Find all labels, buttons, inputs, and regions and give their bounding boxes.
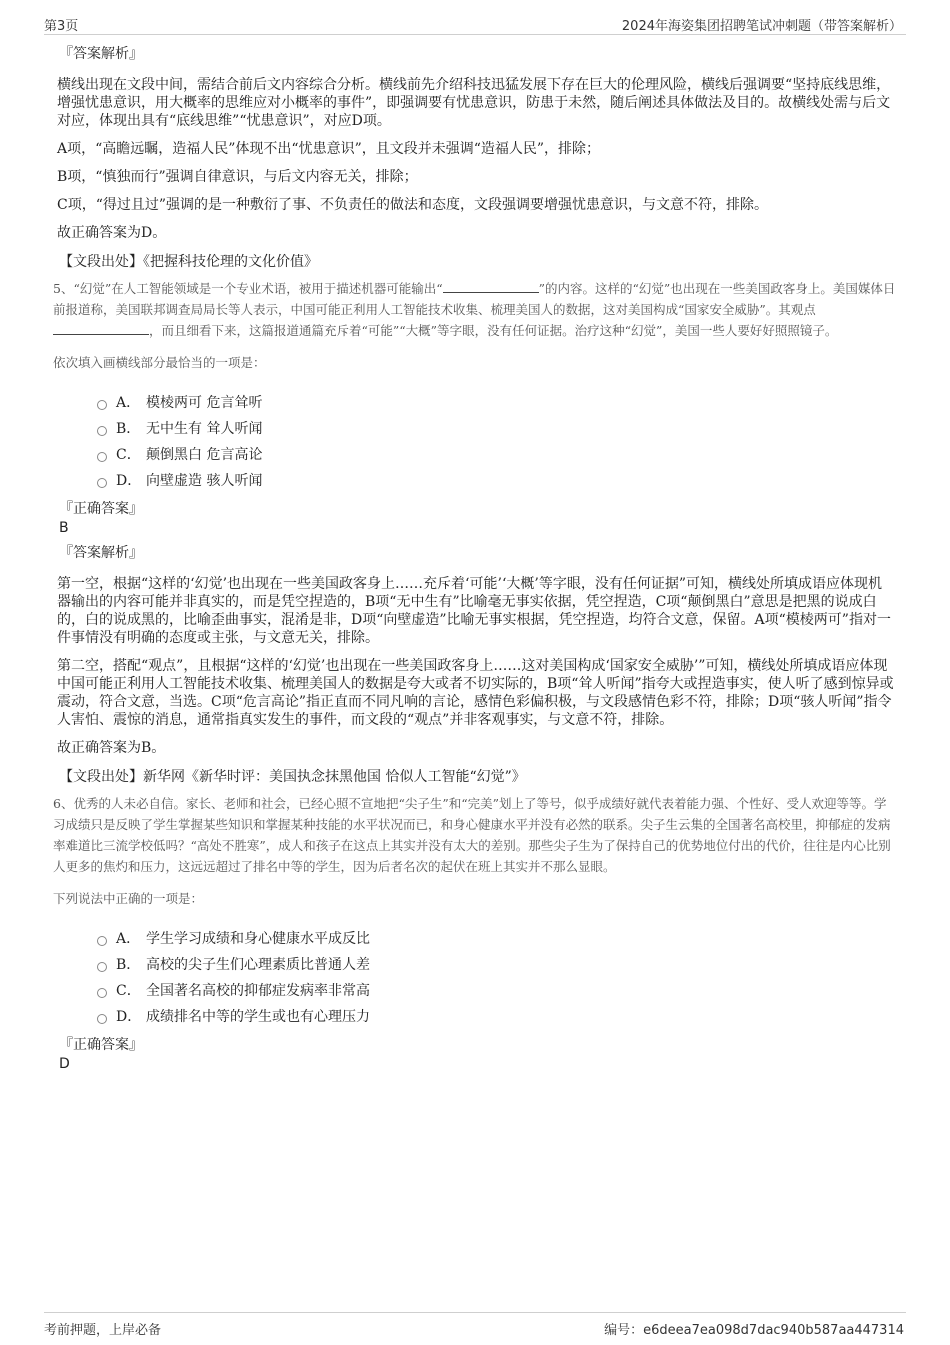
q5-source: 【文段出处】新华网《新华时评：美国执念抹黑他国 恰似人工智能“幻觉”》	[59, 769, 526, 785]
code-value: e6deea7ea098d7dac940b587aa447314	[643, 1323, 904, 1338]
radio-button[interactable]	[97, 452, 107, 462]
q5-blank-2	[53, 323, 149, 335]
q5-answer-tag: 『正确答案』	[59, 501, 143, 517]
radio-button[interactable]	[97, 426, 107, 436]
option-letter: C．	[116, 983, 141, 999]
q4-source: 【文段出处】《把握科技伦理的文化价值》	[59, 254, 318, 270]
radio-button[interactable]	[97, 962, 107, 972]
radio-button[interactable]	[97, 400, 107, 410]
document-title: 2024年海姿集团招聘笔试冲刺题（带答案解析）	[621, 19, 902, 34]
q5-stem-part: ”的内容。这样的“幻觉”也出现在一些美国政客身上。美国媒体日前报道称，美国联邦调查局局长等人表示，中国可能正利用人工智能技术收集、梳理美国人的数据，这对美国构成“国家安全威胁”。其观点	[53, 281, 896, 317]
q4-analysis-paragraph: C项，“得过且过”强调的是一种敷衍了事、不负责任的做法和态度，文段强调要增强忧患意识，与文意不符，排除。	[57, 197, 769, 213]
option-text: 成绩排名中等的学生或也有心理压力	[146, 1009, 370, 1025]
code-label: 编号：	[604, 1323, 644, 1338]
q6-options	[97, 925, 895, 1029]
q5-conclusion: 故正确答案为B。	[57, 740, 166, 756]
q6-option-a[interactable]	[97, 925, 895, 951]
option-text: 向壁虚造 骇人听闻	[146, 473, 263, 489]
q6-option-b[interactable]	[97, 951, 895, 977]
page-header	[44, 14, 906, 35]
q5-analysis-paragraph: 第二空，搭配“观点”，且根据“这样的‘幻觉’也出现在一些美国政客身上……这对美国构成‘国家安全威胁’”可知，横线处所填成语应体现中国可能正利用人工智能技术收集、梳理美国人的数据是夸大或者不切实际的，B项“耸人听闻”指夸大或捏造事实，使人听了感到惊异或震动，符合文意，当选。C项“危言高论”指正直而不同凡响的言论，感情色彩偏积极，与文段感情色彩不符，排除；D项“骇人听闻”指令人害怕、震惊的消息，通常指真实发生的事件，而文段的“观点”并非客观事实，与文意不符，排除。	[57, 658, 894, 728]
q5-analysis-tag: 『答案解析』	[59, 545, 143, 561]
q4-analysis-paragraph: A项，“高瞻远瞩，造福人民”体现不出“忧患意识”，且文段并未强调“造福人民”，排除；	[57, 141, 601, 157]
q5-option-c[interactable]	[97, 441, 895, 467]
option-letter: D．	[116, 473, 142, 489]
option-text: 高校的尖子生们心理素质比普通人差	[146, 957, 370, 973]
page-footer	[44, 1312, 906, 1339]
q5-answer: B	[59, 520, 69, 536]
option-text: 无中生有 耸人听闻	[146, 421, 263, 437]
q6-prompt: 下列说法中正确的一项是：	[53, 891, 204, 906]
option-text: 颠倒黑白 危言高论	[146, 447, 263, 463]
page-number: 第3页	[44, 19, 79, 34]
option-letter: B．	[116, 421, 141, 437]
q5-option-b[interactable]	[97, 415, 895, 441]
option-letter: A．	[116, 395, 141, 411]
q5-blank-1	[443, 281, 539, 293]
q5-option-a[interactable]	[97, 389, 895, 415]
option-letter: D．	[116, 1009, 142, 1025]
q4-analysis-paragraph: B项，“慎独而行”强调自律意识，与后文内容无关，排除；	[57, 169, 418, 185]
q5-stem-part: 5、“幻觉”在人工智能领域是一个专业术语，被用于描述机器可能输出“	[53, 281, 443, 296]
q6-stem: 6、优秀的人未必自信。家长、老师和社会，已经心照不宣地把“尖子生”和“完美”划上了等号，似乎成绩好就代表着能力强、个性好、受人欢迎等等。学习成绩只是反映了学生掌握某些知识和掌握某种技能的水平状况而已，和身心健康水平并没有必然的联系。尖子生云集的全国著名高校里，抑郁症的发病率难道比三流学校低吗？“高处不胜寒”，成人和孩子在这点上其实并没有太大的差别。那些尖子生为了保持自己的优势地位付出的代价，往往是内心比别人更多的焦灼和压力，这远远超过了排名中等的学生，因为后者名次的起伏在班上其实并不那么显眼。	[53, 796, 891, 874]
option-text: 全国著名高校的抑郁症发病率非常高	[146, 983, 370, 999]
radio-button[interactable]	[97, 1014, 107, 1024]
q6-option-c[interactable]	[97, 977, 895, 1003]
q4-analysis-tag: 『答案解析』	[59, 46, 143, 62]
q6-option-d[interactable]	[97, 1003, 895, 1029]
document-code	[604, 1319, 904, 1338]
q6-answer-tag: 『正确答案』	[59, 1037, 143, 1053]
option-text: 学生学习成绩和身心健康水平成反比	[146, 931, 370, 947]
radio-button[interactable]	[97, 988, 107, 998]
option-text: 模棱两可 危言耸听	[146, 395, 263, 411]
q5-stem	[53, 278, 899, 341]
q4-analysis-paragraph: 横线出现在文段中间，需结合前后文内容综合分析。横线前先介绍科技迅猛发展下存在巨大的伦理风险，横线后强调要“坚持底线思维，增强忧患意识，用大概率的思维应对小概率的事件”，即强调要有忧患意识，防患于未然，随后阐述具体做法及目的。故横线处需与后文对应，体现出具有“底线思维”“忧患意识”，对应D项。	[57, 77, 891, 129]
radio-button[interactable]	[97, 936, 107, 946]
option-letter: B．	[116, 957, 141, 973]
q5-stem-part: ，而且细看下来，这篇报道通篇充斥着“可能”“大概”等字眼，没有任何证据。治疗这种“幻觉”，美国一些人要好好照照镜子。	[149, 323, 838, 338]
q5-options	[97, 389, 895, 493]
q4-conclusion: 故正确答案为D。	[57, 225, 167, 241]
footer-slogan: 考前押题，上岸必备	[44, 1323, 162, 1338]
q5-prompt: 依次填入画横线部分最恰当的一项是：	[53, 355, 266, 370]
option-letter: A．	[116, 931, 141, 947]
q5-analysis-paragraph: 第一空，根据“这样的‘幻觉’也出现在一些美国政客身上……充斥着‘可能’‘大概’等字眼，没有任何证据”可知，横线处所填成语应体现机器输出的内容可能并非真实的，而是凭空捏造的，B项“无中生有”比喻毫无事实依据，凭空捏造，C项“颠倒黑白”意思是把黑的说成白的，白的说成黑的，比喻歪曲事实，混淆是非，D项“向壁虚造”比喻无事实根据，凭空捏造，均符合文意，保留。A项“模棱两可”指对一件事情没有明确的态度或主张，与文意无关，排除。	[57, 576, 891, 646]
document-body	[53, 44, 896, 1079]
q6-answer: D	[59, 1056, 70, 1072]
q5-option-d[interactable]	[97, 467, 895, 493]
option-letter: C．	[116, 447, 141, 463]
radio-button[interactable]	[97, 478, 107, 488]
